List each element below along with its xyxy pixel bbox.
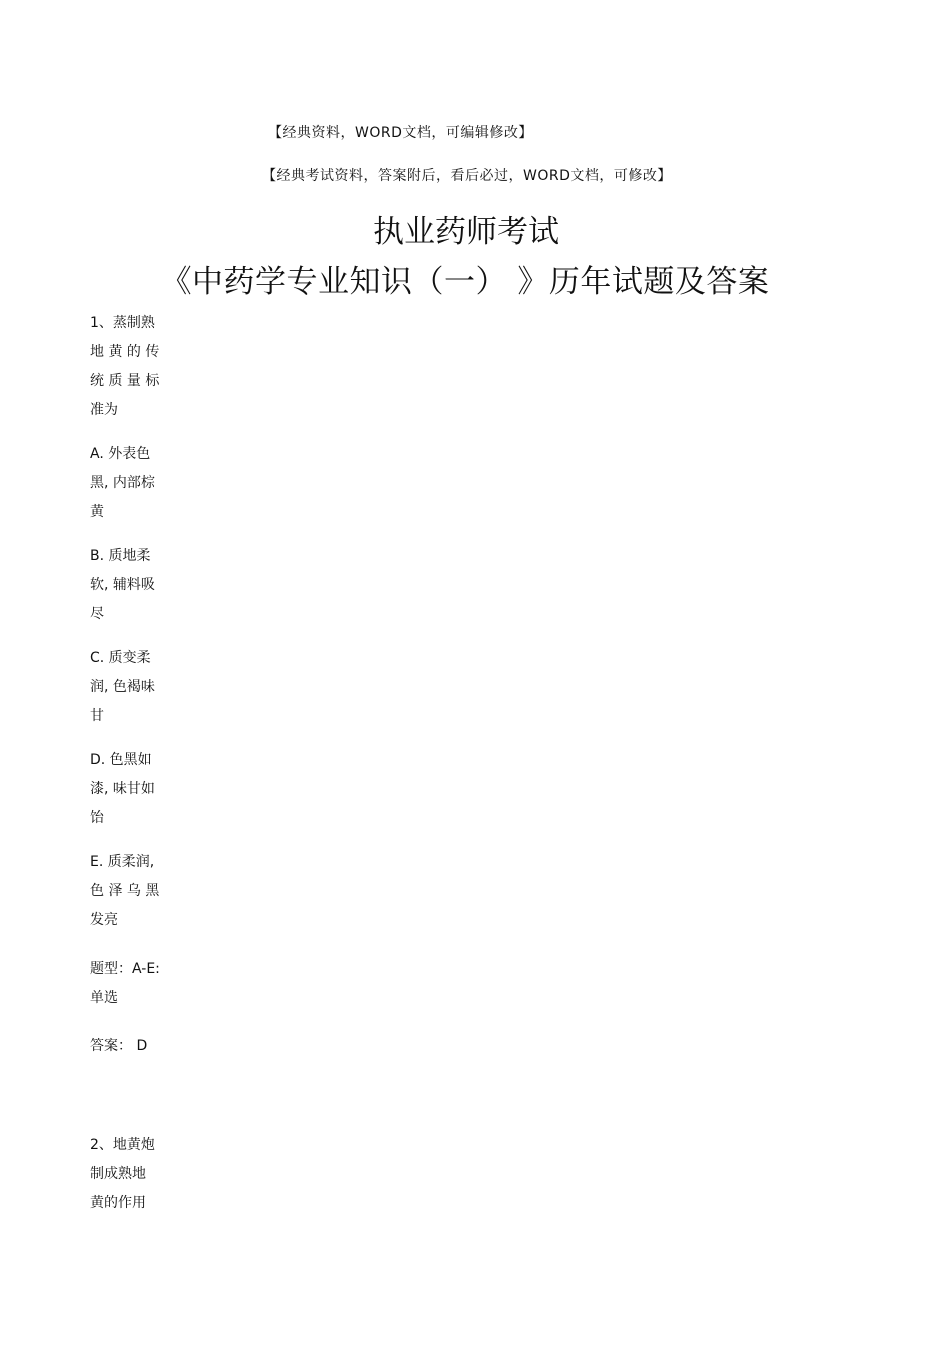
option-line: 黑, 内部棕 [90,475,155,491]
option-d [90,746,168,833]
option-line: 润, 色褐味 [90,679,155,695]
option-line: E. 质柔润, [90,854,155,870]
question-1-stem [90,309,168,425]
question-stem-line: 1、蒸制熟 [90,315,155,331]
option-line: 色 泽 乌 黑 [90,883,160,899]
question-type-line: 单选 [90,990,118,1006]
header-note: 【经典考试资料，答案附后，看后必过，WORD文档，可修改】 [262,168,672,184]
option-line: 饴 [90,810,104,826]
question-stem-line: 制成熟地 [90,1166,146,1182]
question-stem-line: 统 质 量 标 [90,373,160,389]
question-stem-line: 2、地黄炮 [90,1137,155,1153]
document-subtitle: 《中药学专业知识（一） 》历年试题及答案 [160,264,770,300]
option-b [90,542,168,629]
question-stem-line: 地 黄 的 传 [90,344,160,360]
option-line: D. 色黑如 [90,752,152,768]
option-c [90,644,168,731]
option-line: 漆, 味甘如 [90,781,155,797]
option-line: 黄 [90,504,104,520]
option-line: 尽 [90,606,104,622]
document-title: 执业药师考试 [373,214,559,250]
option-line: 软, 辅料吸 [90,577,155,593]
option-line: A. 外表色 [90,446,151,462]
option-line: B. 质地柔 [90,548,151,564]
option-line: C. 质变柔 [90,650,151,666]
option-line: 发亮 [90,912,118,928]
question-stem-line: 黄的作用 [90,1195,146,1211]
question-type [90,955,168,1013]
option-a [90,440,168,527]
header-note: 【经典资料，WORD文档，可编辑修改】 [268,125,533,141]
option-line: 甘 [90,708,104,724]
question-type-line: 题型：A-E: [90,961,160,977]
answer-line: 答案： D [90,1038,148,1054]
option-e [90,848,168,935]
question-stem-line: 准为 [90,402,118,418]
question-2-stem [90,1131,168,1218]
answer [90,1032,168,1061]
